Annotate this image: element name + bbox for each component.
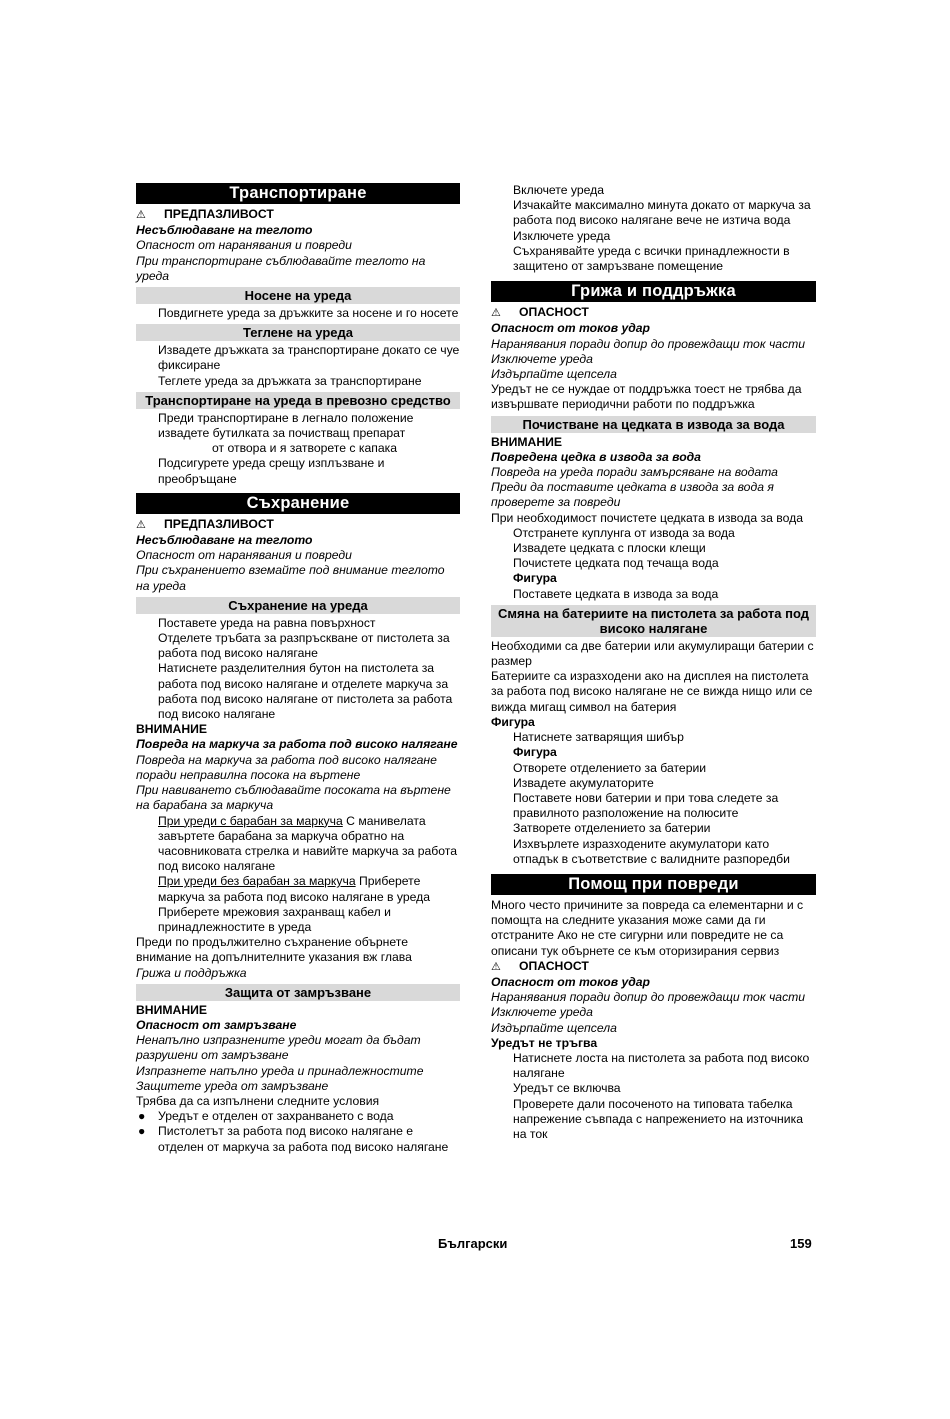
chapter-reference: Грижа и поддръжка xyxy=(136,965,247,980)
danger-text: Издърпайте щепсела xyxy=(491,367,617,382)
caution-text: При транспортиране съблюдавайте теглото на уреда xyxy=(136,253,426,283)
instruction-step: Теглете уреда за дръжката за транспортиране xyxy=(158,373,422,388)
fault-heading: Уредът не тръгва xyxy=(491,1035,598,1050)
figure-reference: Фигура xyxy=(513,745,557,760)
caution-text: Опасност от наранявания и повреди xyxy=(136,548,352,563)
bullet-item: ● Пистолетът за работа под високо налягане е отделен от маркуча за работа под високо налягане xyxy=(138,1124,449,1154)
attention-text: Изпразнете напълно уреда и принадлежностите xyxy=(136,1063,424,1078)
body-text: Преди по продължително съхранение обърнете внимание на допълнителните указания вж глава xyxy=(136,935,412,965)
instruction-step: При уреди с барабан за маркуча С манивелата завъртете барабана за маркуча обратно на часовниковата стрелка и навийте маркуча за работа под високо налягане xyxy=(158,813,457,874)
footer-language: Български xyxy=(438,1236,508,1251)
instruction-step: Повдигнете уреда за дръжките за носене и го носете xyxy=(158,306,459,321)
instruction-step: Натиснете лоста на пистолета за работа под високо налягане xyxy=(513,1050,810,1081)
attention-heading: Опасност от замръзване xyxy=(136,1017,297,1032)
attention-text: Защитете уреда от замръзване xyxy=(136,1078,329,1093)
instruction-step: Изхвърлете изразходените акумулатори като отпадък в съответствие с валидните разпоредби xyxy=(513,836,790,866)
danger-label: ⚠ ОПАСНОСТ xyxy=(491,959,816,975)
instruction-step: Съхранявайте уреда с всички принадлежности в защитено от замръзване помещение xyxy=(513,243,790,274)
instruction-step: При уреди без барабан за маркуча Приберете маркуча за работа под високо налягане в уреда xyxy=(158,874,431,904)
left-column xyxy=(136,183,460,1155)
attention-text: Повреда на маркуча за работа под високо налягане поради неправилна посока на въртене xyxy=(136,752,437,782)
instruction-step: Подсигурете уреда срещу изплъзване и преобръщане xyxy=(158,456,385,486)
attention-text: Преди да поставите цедката в извода за вода я проверете за повреди xyxy=(491,480,774,510)
danger-text: Изключете уреда xyxy=(491,351,593,366)
instruction-step: Изключете уреда xyxy=(513,228,611,243)
instruction-step: Отворете отделението за батерии xyxy=(513,760,707,775)
bullet-icon: ● xyxy=(138,1109,146,1124)
attention-label: ВНИМАНИЕ xyxy=(491,434,563,449)
caution-text: При съхранението вземайте под внимание теглото на уреда xyxy=(136,563,445,593)
instruction-step: Изчакайте максимално минута докато от маркуча за работа под високо налягане вече не изтича вода xyxy=(513,198,811,228)
instruction-step: Извадете акумулаторите xyxy=(513,775,654,790)
instruction-step: Поставете уреда на равна повърхност xyxy=(158,615,376,630)
subsection-title-pull: Теглене на уреда xyxy=(136,324,460,341)
caution-text: Опасност от наранявания и повреди xyxy=(136,238,352,253)
instruction-step: Проверете дали посоченото на типовата табелка напрежение съвпада с напрежението на източника на ток xyxy=(513,1096,803,1141)
instruction-step: Извадете цедката с плоски клещи xyxy=(513,541,706,556)
danger-text: Наранявания поради допир до провеждащи ток части xyxy=(491,990,806,1005)
attention-text: Ненапълно изпразнените уреди могат да бъдат разрушени от замръзване xyxy=(136,1033,421,1063)
instruction-step: Поставете цедката в извода за вода xyxy=(513,586,719,601)
subsection-title-frost: Защита от замръзване xyxy=(136,984,460,1001)
section-title-transport: Транспортиране xyxy=(136,183,460,204)
warning-triangle-icon: ⚠ xyxy=(136,518,146,531)
instruction-step: Отстранете куплунга от извода за вода xyxy=(513,525,735,540)
bullet-item: ● Уредът е отделен от захранването с вода xyxy=(138,1109,394,1124)
body-text: Батериите са изразходени ако на дисплея на пистолета за работа под високо налягане не се вижда нищо или се вижда мигащ символ на батерия xyxy=(491,669,813,714)
danger-heading: Опасност от токов удар xyxy=(491,974,650,989)
instruction-step: Извадете дръжката за транспортиране докато се чуе фиксиране xyxy=(158,343,460,373)
danger-text: Издърпайте щепсела xyxy=(491,1020,617,1035)
page-number: 159 xyxy=(790,1236,812,1251)
caution-label: ⚠ ПРЕДПАЗЛИВОСТ xyxy=(136,517,460,533)
danger-text: Наранявания поради допир до провеждащи ток части xyxy=(491,336,806,351)
attention-heading: Повреда на маркуча за работа под високо налягане xyxy=(136,737,458,752)
warning-triangle-icon: ⚠ xyxy=(491,307,501,320)
caution-label: ⚠ ПРЕДПАЗЛИВОСТ xyxy=(136,207,460,223)
instruction-step: Преди транспортиране в легнало положение извадете бутилката за почистващ препарат xyxy=(158,410,414,441)
instruction-step: Почистете цедката под течаща вода xyxy=(513,556,719,571)
body-text: Уредът не се нуждае от поддръжка тоест не трябва да извършвате периодични работи по поддръжка xyxy=(491,382,802,412)
warning-triangle-icon: ⚠ xyxy=(136,209,146,221)
subsection-title-carry: Носене на уреда xyxy=(136,287,460,304)
instruction-step: Приберете мрежовия захранващ кабел и принадлежностите в уреда xyxy=(158,904,391,934)
bullet-icon: ● xyxy=(138,1124,146,1139)
attention-label: ВНИМАНИЕ xyxy=(136,722,208,737)
subsection-title-filter: Почистване на цедката в извода за вода xyxy=(491,416,816,433)
caution-heading: Несъблюдаване на теглото xyxy=(136,533,313,548)
danger-text: Изключете уреда xyxy=(491,1005,593,1020)
figure-reference: Фигура xyxy=(513,571,557,586)
body-text: Трябва да са изпълнени следните условия xyxy=(136,1093,380,1108)
instruction-step: Отделете тръбата за разпръскване от пистолета за работа под високо налягане xyxy=(158,631,450,661)
attention-text: При навиването съблюдавайте посоката на въртене на барабана за маркуча xyxy=(136,783,451,813)
instruction-step: от отвора и я затворете с капака xyxy=(212,441,397,456)
body-text: При необходимост почистете цедката в извода за вода xyxy=(491,510,804,525)
figure-reference: Фигура xyxy=(491,714,535,729)
instruction-step: Уредът се включва xyxy=(513,1081,621,1096)
right-column xyxy=(491,183,816,1142)
caution-heading: Несъблюдаване на теглото xyxy=(136,223,313,238)
attention-label: ВНИМАНИЕ xyxy=(136,1002,208,1017)
danger-label: ⚠ ОПАСНОСТ xyxy=(491,305,816,321)
subsection-title-storage-device: Съхранение на уреда xyxy=(136,597,460,614)
attention-text: Повреда на уреда поради замърсяване на водата xyxy=(491,465,778,480)
body-text: Много често причините за повреда са елементарни и с помощта на следните указания може сами да ги отстраните Ако не сте сигурни или повредите не са описани тук обърнете се към оторизирания сервиз xyxy=(491,897,804,958)
instruction-step: Затворете отделението за батерии xyxy=(513,821,711,836)
instruction-step: Включете уреда xyxy=(513,183,605,197)
instruction-step: Поставете нови батерии и при това следете за правилното разположение на полюсите xyxy=(513,790,779,821)
subsection-title-vehicle: Транспортиране на уреда в превозно средство xyxy=(136,392,460,409)
section-title-care: Грижа и поддръжка xyxy=(491,281,816,302)
danger-heading: Опасност от токов удар xyxy=(491,321,650,336)
body-text: Необходими са две батерии или акумулиращи батерии с размер xyxy=(491,638,814,669)
section-title-troubleshooting: Помощ при повреди xyxy=(491,874,816,895)
section-title-storage: Съхранение xyxy=(136,493,460,514)
instruction-step: Натиснете затварящия шибър xyxy=(513,730,684,745)
subsection-title-batteries: Смяна на батериите на пистолета за работа под високо налягане xyxy=(491,605,816,637)
attention-heading: Повредена цедка в извода за вода xyxy=(491,449,701,464)
instruction-step: Натиснете разделителния бутон на пистолета за работа под високо налягане и отделете маркуча за работа под високо налягане от пистолета за работа под високо налягане xyxy=(158,661,453,722)
warning-triangle-icon: ⚠ xyxy=(491,960,501,973)
